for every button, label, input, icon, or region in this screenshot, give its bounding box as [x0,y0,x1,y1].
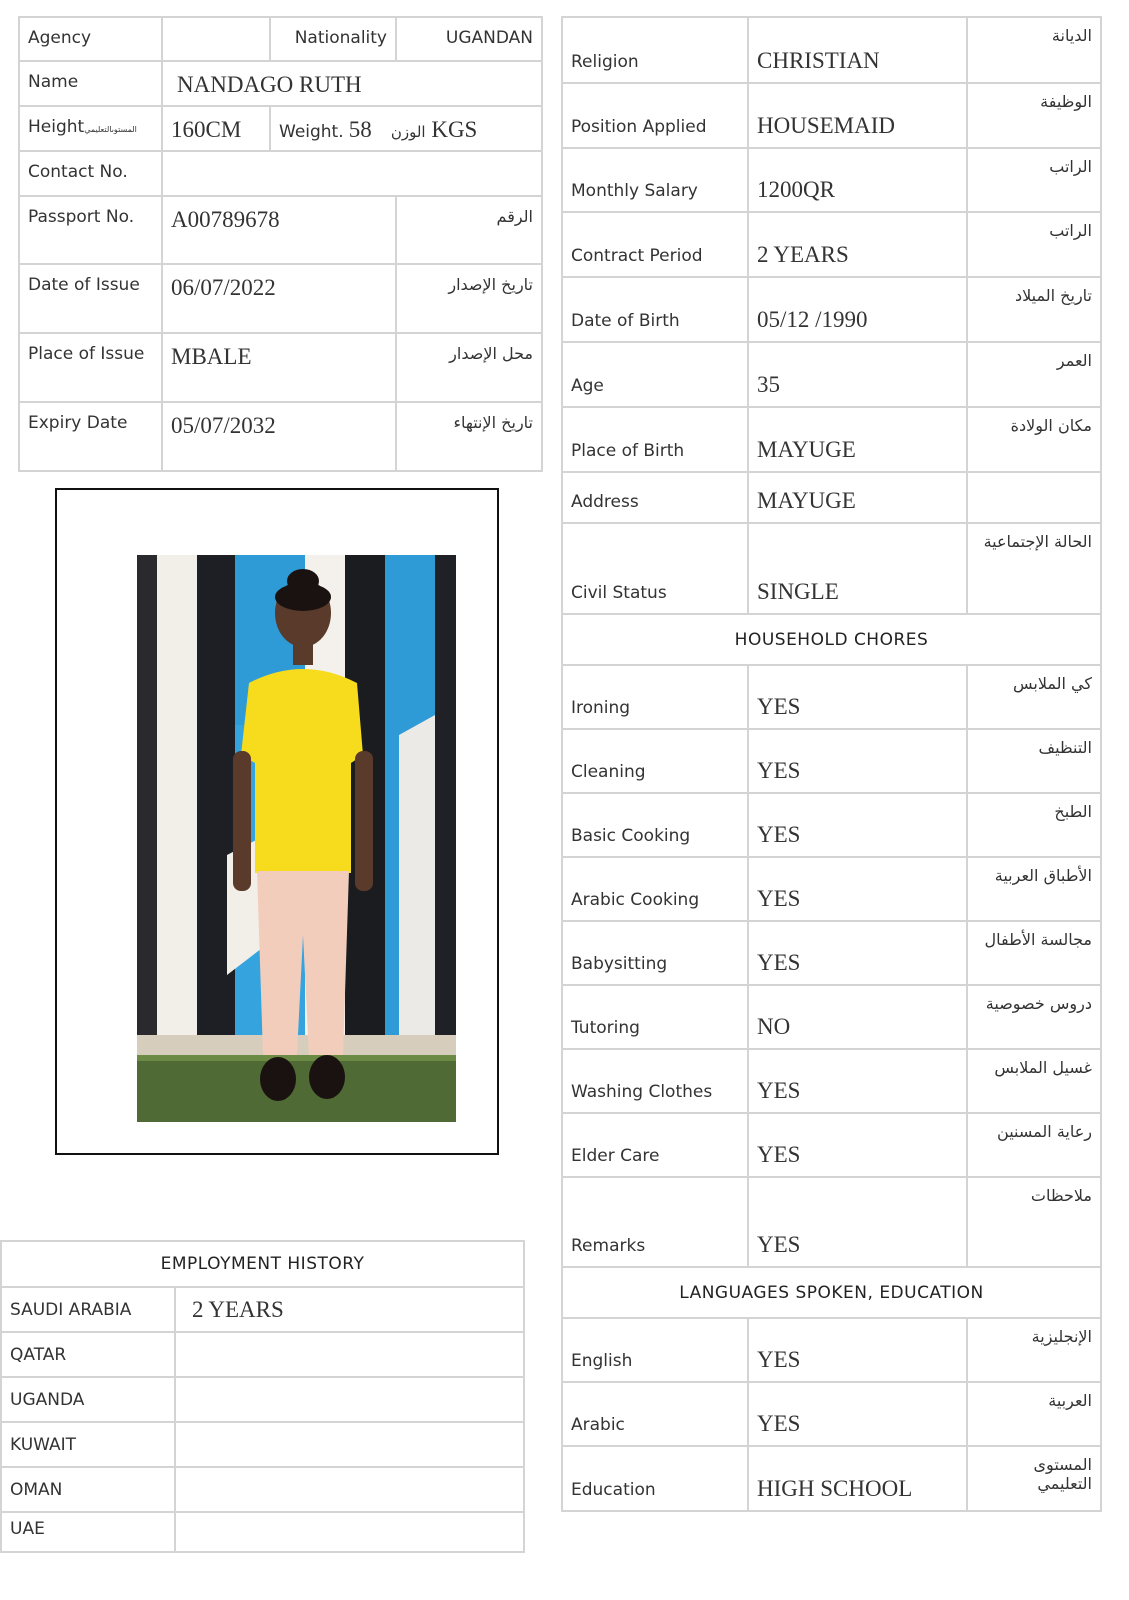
field-label: Position Applied [562,83,748,148]
field-label: Education [562,1446,748,1511]
chore-row [562,985,1101,1049]
field-label: Place of Birth [562,407,748,472]
weight-cell [270,106,542,151]
field-label: Monthly Salary [562,148,748,212]
issue-place-row [19,333,542,402]
employment-duration [175,1332,524,1377]
field-value: CHRISTIAN [748,17,967,83]
field-value: YES [748,1049,967,1113]
employment-country: UGANDA [1,1377,175,1422]
field-value: 2 YEARS [748,212,967,277]
details-table [561,16,1102,1512]
detail-row [562,17,1101,83]
chore-row [562,729,1101,793]
employment-country: KUWAIT [1,1422,175,1467]
issue-place-value: MBALE [162,333,396,402]
detail-row [562,472,1101,523]
field-value: 35 [748,342,967,407]
field-label: Age [562,342,748,407]
expiry-label: Expiry Date [19,402,162,471]
personal-info-table [18,16,543,472]
field-value: NO [748,985,967,1049]
field-value: YES [748,1113,967,1177]
field-value: SINGLE [748,523,967,614]
language-row [562,1382,1101,1446]
height-weight-row [19,106,542,151]
detail-row [562,212,1101,277]
employment-country: SAUDI ARABIA [1,1287,175,1332]
field-label: Tutoring [562,985,748,1049]
field-label-ar: مجالسة الأطفال [967,921,1101,985]
weight-value: 58 KGS [348,117,478,142]
field-value: YES [748,665,967,729]
chore-row [562,1049,1101,1113]
field-value: YES [748,857,967,921]
applicant-photo [137,555,456,1122]
field-value: HIGH SCHOOL [748,1446,967,1511]
languages-education-header-row [562,1267,1101,1318]
field-label-ar: الإنجليزية [967,1318,1101,1382]
field-value: YES [748,1382,967,1446]
chore-row [562,857,1101,921]
issue-place-label: Place of Issue [19,333,162,402]
employment-duration [175,1512,524,1552]
field-label: Religion [562,17,748,83]
field-label: Contract Period [562,212,748,277]
weight-label: Weight. [279,122,344,142]
field-label: Elder Care [562,1113,748,1177]
field-label: Babysitting [562,921,748,985]
employment-duration: 2 YEARS [175,1287,524,1332]
issue-date-label-ar: تاريخ الإصدار [396,264,542,333]
field-label-ar: العمر [967,342,1101,407]
details-body [562,17,1101,1511]
field-value: YES [748,729,967,793]
chore-row [562,665,1101,729]
field-label: Address [562,472,748,523]
name-label: Name [19,61,162,106]
employment-header-row [1,1241,524,1287]
field-label-ar: تاريخ الميلاد [967,277,1101,342]
chore-row [562,921,1101,985]
passport-label-ar: الرقم [396,196,542,264]
employment-duration [175,1467,524,1512]
employment-header: EMPLOYMENT HISTORY [1,1241,524,1287]
field-value: 05/12 /1990 [748,277,967,342]
field-label-ar: الراتب [967,212,1101,277]
issue-date-value: 06/07/2022 [162,264,396,333]
issue-date-row [19,264,542,333]
employment-duration [175,1377,524,1422]
height-label: Height [28,117,85,137]
issue-date-label: Date of Issue [19,264,162,333]
nationality-value: UGANDAN [396,17,542,61]
field-label: Date of Birth [562,277,748,342]
language-row [562,1318,1101,1382]
field-label-ar: المستوى التعليمي [967,1446,1101,1511]
field-label-ar: ملاحظات [967,1177,1101,1267]
chore-row [562,1177,1101,1267]
expiry-row [19,402,542,471]
applicant-photo-illustration [137,555,456,1122]
field-value: 1200QR [748,148,967,212]
field-label-ar: دروس خصوصية [967,985,1101,1049]
field-label-ar: الأطباق العربية [967,857,1101,921]
field-label: Ironing [562,665,748,729]
detail-row [562,342,1101,407]
field-label: Arabic Cooking [562,857,748,921]
employment-row [1,1287,524,1332]
height-label-cell [19,106,162,151]
employment-row [1,1467,524,1512]
field-label-ar: كي الملابس [967,665,1101,729]
employment-row [1,1422,524,1467]
passport-label: Passport No. [19,196,162,264]
field-label-ar: الحالة الإجتماعية [967,523,1101,614]
field-value: YES [748,1318,967,1382]
employment-country: UAE [1,1512,175,1552]
field-value: MAYUGE [748,472,967,523]
field-label-ar: الطبخ [967,793,1101,857]
household-chores-header-row [562,614,1101,665]
agency-value [162,17,270,61]
detail-row [562,407,1101,472]
language-row [562,1446,1101,1511]
employment-row [1,1332,524,1377]
employment-row [1,1377,524,1422]
employment-row [1,1512,524,1552]
detail-row [562,148,1101,212]
field-label-ar [967,472,1101,523]
chore-row [562,1113,1101,1177]
languages-education-header: LANGUAGES SPOKEN, EDUCATION [562,1267,1101,1318]
field-label: Civil Status [562,523,748,614]
field-label: Cleaning [562,729,748,793]
photo-frame [55,488,499,1155]
height-label-ar: المستوىالتعليمي [84,125,137,134]
field-label: Washing Clothes [562,1049,748,1113]
field-label: Basic Cooking [562,793,748,857]
contact-row [19,151,542,196]
field-label-ar: العربية [967,1382,1101,1446]
field-label-ar: الديانة [967,17,1101,83]
field-label-ar: رعاية المسنين [967,1113,1101,1177]
employment-history-table [0,1240,525,1553]
detail-row [562,277,1101,342]
detail-row [562,83,1101,148]
field-label-ar: الراتب [967,148,1101,212]
detail-row [562,523,1101,614]
field-value: YES [748,793,967,857]
contact-label: Contact No. [19,151,162,196]
employment-country: OMAN [1,1467,175,1512]
employment-country: QATAR [1,1332,175,1377]
name-row [19,61,542,106]
issue-place-label-ar: محل الإصدار [396,333,542,402]
expiry-label-ar: تاريخ الإنتهاء [396,402,542,471]
agency-label: Agency [19,17,162,61]
field-label-ar: التنظيف [967,729,1101,793]
expiry-value: 05/07/2032 [162,402,396,471]
field-label-ar: غسيل الملابس [967,1049,1101,1113]
chore-row [562,793,1101,857]
passport-value: A00789678 [162,196,396,264]
weight-label-ar: الوزن [390,123,426,141]
contact-value [162,151,542,196]
field-label: English [562,1318,748,1382]
field-value: YES [748,1177,967,1267]
nationality-label: Nationality [270,17,396,61]
height-value: 160CM [162,106,270,151]
employment-duration [175,1422,524,1467]
field-label: Arabic [562,1382,748,1446]
field-label: Remarks [562,1177,748,1267]
name-value: NANDAGO RUTH [162,61,542,106]
field-label-ar: الوظيفة [967,83,1101,148]
household-chores-header: HOUSEHOLD CHORES [562,614,1101,665]
agency-row [19,17,542,61]
field-value: YES [748,921,967,985]
field-value: MAYUGE [748,407,967,472]
field-label-ar: مكان الولادة [967,407,1101,472]
field-value: HOUSEMAID [748,83,967,148]
passport-row [19,196,542,264]
